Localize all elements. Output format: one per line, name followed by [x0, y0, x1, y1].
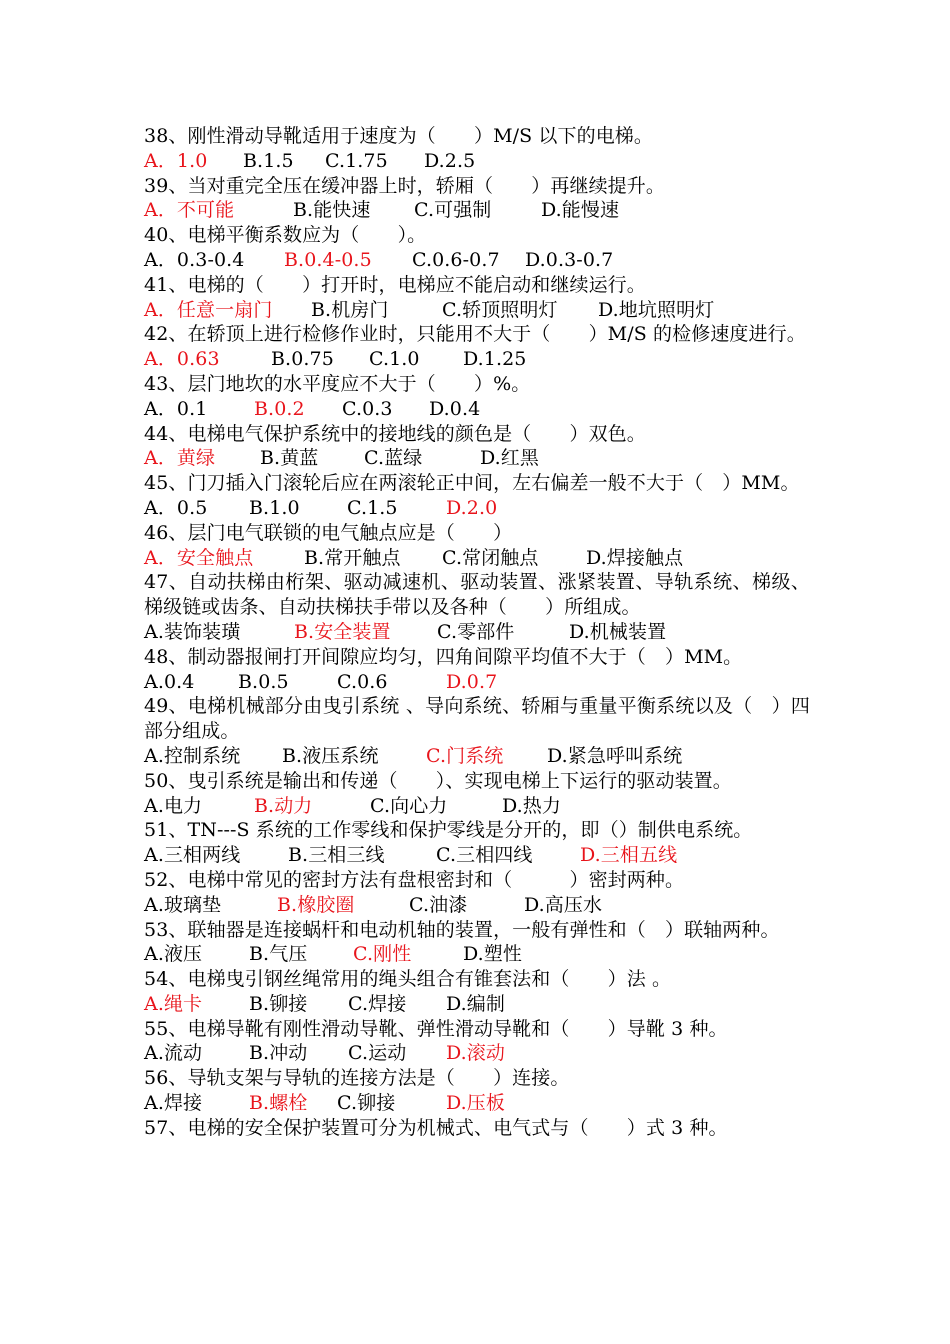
option-c: C.刚性	[353, 943, 412, 966]
option-b: B.常开触点	[304, 546, 401, 569]
option-a: A.玻璃垫	[144, 893, 222, 916]
question-38: 38、刚性滑动导靴适用于速度为（ ）M/S 以下的电梯。	[144, 125, 653, 147]
option-b: B.橡胶圈	[277, 893, 355, 916]
option-b: B.三相三线	[288, 844, 385, 867]
option-a: A.流动	[144, 1042, 203, 1065]
option-a: A.绳卡	[144, 992, 203, 1015]
option-a: A．黄绿	[144, 447, 216, 470]
question-48: 48、制动器报闸打开间隙应均匀，四角间隙平均值不大于（ ）MM。	[144, 645, 743, 668]
question-52: 52、电梯中常见的密封方法有盘根密封和（ ）密封两种。	[144, 868, 685, 891]
option-a: A．0.3-0.4	[144, 248, 245, 271]
exam-question-list	[144, 124, 810, 1141]
option-d: D.0.7	[446, 670, 498, 693]
option-a: A．安全触点	[144, 546, 254, 569]
options-47	[144, 620, 810, 645]
option-a: A．任意一扇门	[144, 298, 273, 321]
option-c: C.蓝绿	[364, 447, 423, 470]
options-42	[144, 347, 810, 372]
option-d: D.2.0	[446, 496, 498, 519]
options-55	[144, 1041, 810, 1066]
option-b: B.机房门	[311, 298, 389, 321]
options-39	[144, 198, 810, 223]
question-54: 54、电梯曳引钢丝绳常用的绳头组合有锥套法和（ ）法 。	[144, 968, 672, 991]
option-d: D.塑性	[463, 943, 522, 966]
question-57: 57、电梯的安全保护装置可分为机械式、电气式与（ ）式 3 种。	[144, 1116, 728, 1139]
options-38	[144, 149, 810, 174]
options-41	[144, 298, 810, 323]
option-b: B.黄蓝	[260, 447, 319, 470]
option-c: C.轿顶照明灯	[442, 298, 558, 321]
options-44	[144, 446, 810, 471]
option-b: B.0.75	[271, 348, 334, 371]
options-50	[144, 794, 810, 819]
option-b: B.0.5	[238, 670, 289, 693]
option-a: A．不可能	[144, 199, 235, 222]
question-53: 53、联轴器是连接蜗杆和电动机轴的装置，一般有弹性和（ ）联轴两种。	[144, 918, 780, 941]
option-a: A.控制系统	[144, 744, 241, 767]
option-c: C.零部件	[437, 620, 515, 643]
question-40: 40、电梯平衡系数应为（ ）。	[144, 224, 427, 247]
option-d: D.能慢速	[541, 199, 620, 222]
option-c: C.常闭触点	[442, 546, 539, 569]
question-45: 45、门刀插入门滚轮后应在两滚轮正中间，左右偏差一般不大于（ ）MM。	[144, 472, 800, 495]
question-44: 44、电梯电气保护系统中的接地线的颜色是（ ）双色。	[144, 422, 646, 445]
option-a: A.液压	[144, 943, 203, 966]
option-b: B.液压系统	[282, 744, 379, 767]
option-a: A．1.0	[144, 149, 208, 172]
option-c: C.1.5	[347, 496, 398, 519]
option-d: D.0.3-0.7	[525, 248, 614, 271]
option-c: C.向心力	[370, 794, 448, 817]
options-45	[144, 496, 810, 521]
question-42: 42、在轿顶上进行检修作业时，只能用不大于（ ）M/S 的检修速度进行。	[144, 323, 806, 346]
option-c: C.运动	[348, 1042, 407, 1065]
option-b: B.0.4-0.5	[284, 248, 372, 271]
option-d: D.滚动	[446, 1042, 505, 1065]
option-b: B.能快速	[293, 199, 371, 222]
option-d: D.地坑照明灯	[598, 298, 715, 321]
options-54	[144, 992, 810, 1017]
question-50: 50、曳引系统是输出和传递（ ）、实现电梯上下运行的驱动装置。	[144, 769, 732, 792]
options-43	[144, 397, 810, 422]
options-56	[144, 1091, 810, 1116]
options-51	[144, 843, 810, 868]
options-53	[144, 942, 810, 967]
option-a: A．0.1	[144, 397, 208, 420]
option-b: B.冲动	[249, 1042, 308, 1065]
option-b: B.0.2	[254, 397, 305, 420]
option-a: A.三相两线	[144, 844, 241, 867]
option-a: A.0.4	[144, 670, 195, 693]
option-b: B.动力	[254, 794, 313, 817]
option-b: B.1.0	[249, 496, 300, 519]
option-d: D.0.4	[429, 397, 481, 420]
option-d: D.2.5	[424, 149, 476, 172]
option-d: D.焊接触点	[586, 546, 684, 569]
option-a: A．0.63	[144, 348, 220, 371]
option-b: B.螺栓	[249, 1092, 308, 1115]
option-d: D.编制	[446, 992, 505, 1015]
question-47: 47、自动扶梯由桁架、驱动减速机、驱动装置、涨紧装置、导轨系统、梯级、梯级链或齿条、自动扶梯扶手带以及各种（ ）所组成。	[144, 571, 810, 619]
options-49	[144, 744, 810, 769]
option-c: C.可强制	[414, 199, 492, 222]
option-c: C.1.75	[325, 149, 388, 172]
options-46	[144, 546, 810, 571]
option-c: C.三相四线	[436, 844, 533, 867]
option-b: B.铆接	[249, 992, 308, 1015]
option-b: B.气压	[249, 943, 308, 966]
option-d: D.热力	[502, 794, 561, 817]
option-c: C.0.6-0.7	[412, 248, 500, 271]
option-c: C.铆接	[337, 1092, 396, 1115]
option-c: C.门系统	[426, 744, 504, 767]
option-a: A．0.5	[144, 496, 208, 519]
option-a: A.装饰装璜	[144, 620, 241, 643]
option-d: D.三相五线	[580, 844, 678, 867]
question-56: 56、导轨支架与导轨的连接方法是（ ）连接。	[144, 1067, 570, 1090]
options-52	[144, 893, 810, 918]
question-49: 49、电梯机械部分由曳引系统 、导向系统、轿厢与重量平衡系统以及（ ）四部分组成。	[144, 695, 810, 743]
question-46: 46、层门电气联锁的电气触点应是（ ）	[144, 521, 513, 544]
option-d: D.1.25	[463, 348, 527, 371]
question-55: 55、电梯导靴有刚性滑动导靴、弹性滑动导靴和（ ）导靴 3 种。	[144, 1017, 728, 1040]
question-39: 39、当对重完全压在缓冲器上时，轿厢（ ）再继续提升。	[144, 174, 665, 197]
question-51: 51、TN---S 系统的工作零线和保护零线是分开的，即（）制供电系统。	[144, 819, 753, 842]
option-c: C.0.6	[337, 670, 388, 693]
option-a: A.电力	[144, 794, 203, 817]
options-40	[144, 248, 810, 273]
option-d: D.高压水	[524, 893, 603, 916]
option-d: D.机械装置	[569, 620, 667, 643]
option-d: D.压板	[446, 1092, 505, 1115]
option-c: C.1.0	[369, 348, 420, 371]
option-a: A.焊接	[144, 1092, 203, 1115]
option-b: B.安全装置	[294, 620, 391, 643]
option-b: B.1.5	[243, 149, 294, 172]
option-c: C.0.3	[342, 397, 393, 420]
option-c: C.油漆	[409, 893, 468, 916]
option-d: D.紧急呼叫系统	[547, 744, 683, 767]
options-48	[144, 670, 810, 695]
question-41: 41、电梯的（ ）打开时，电梯应不能启动和继续运行。	[144, 273, 646, 296]
question-43: 43、层门地坎的水平度应不大于（ ）%。	[144, 372, 531, 395]
option-d: D.红黑	[480, 447, 539, 470]
option-c: C.焊接	[348, 992, 407, 1015]
